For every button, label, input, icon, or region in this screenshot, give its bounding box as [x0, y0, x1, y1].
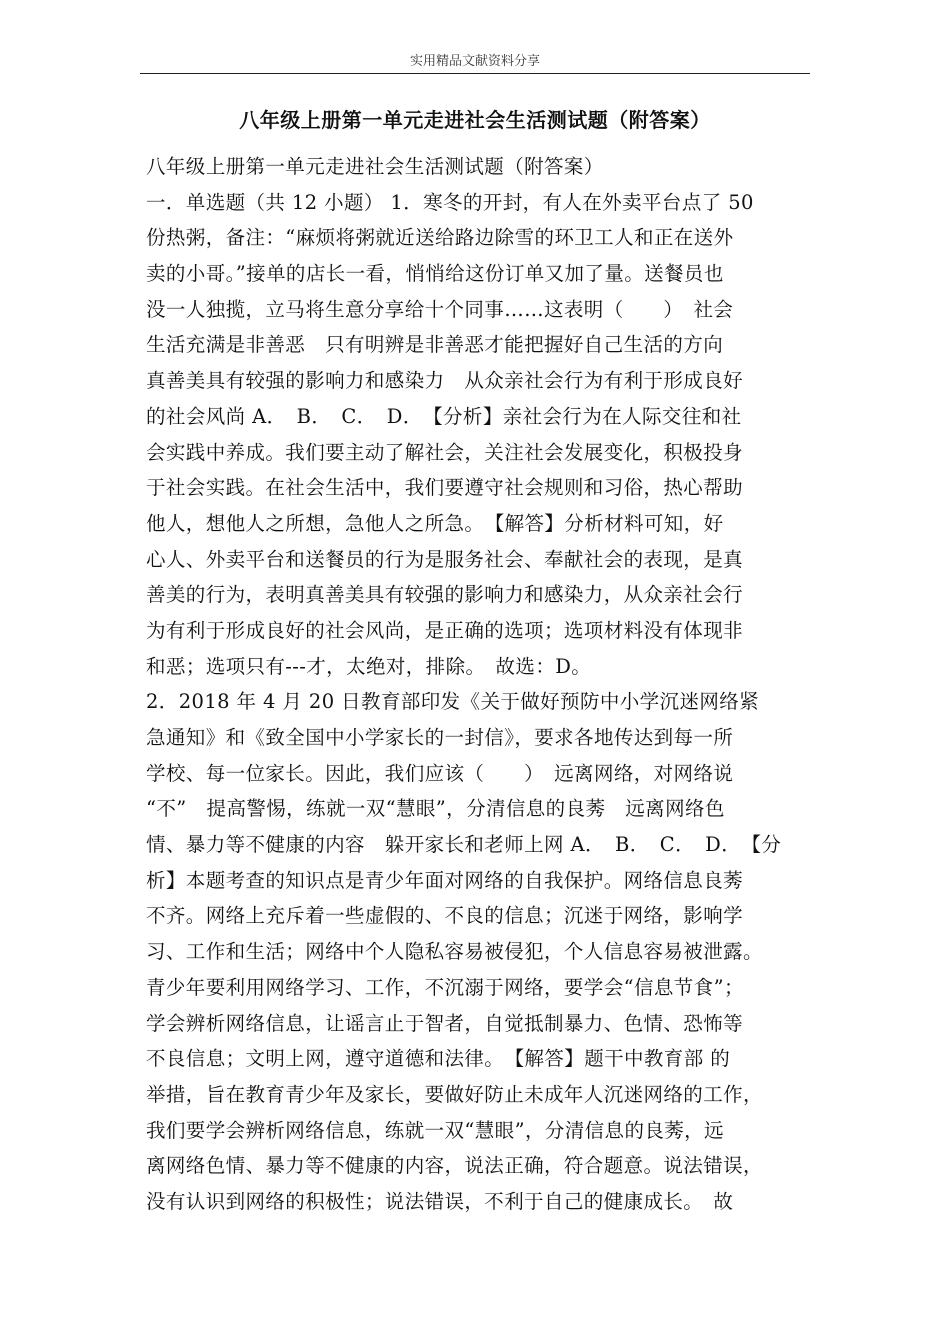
body-line: “不” 提高警惕，练就一双“慧眼”，分清信息的良莠 远离网络色	[146, 797, 725, 821]
body-line: 习、工作和生活；网络中个人隐私容易被侵犯，个人信息容易被泄露。	[146, 940, 763, 964]
body-line: 生活充满是非善恶 只有明辨是非善恶才能把握好自己生活的方向	[146, 333, 724, 357]
body-line: 2．2018 年 4 月 20 日教育部印发《关于做好预防中小学沉迷网络紧	[146, 690, 760, 714]
body-line: 青少年要利用网络学习、工作，不沉溺于网络，要学会“信息节食”；	[146, 975, 744, 999]
body-line: 不良信息；文明上网，遵守道德和法律。 【解答】题干中教育部 的	[146, 1047, 731, 1071]
body-line: 为有利于形成良好的社会风尚，是正确的选项；选项材料没有体现非	[146, 618, 744, 642]
body-line: 的社会风尚 A． B． C． D． 【分析】亲社会行为在人际交往和社	[146, 404, 742, 428]
document-body	[146, 149, 822, 1220]
body-line: 析】本题考查的知识点是青少年面对网络的自我保护。网络信息良莠	[146, 868, 744, 892]
body-line: 没一人独揽，立马将生意分享给十个同事……这表明（ ） 社会	[146, 297, 734, 321]
header-divider	[140, 73, 810, 74]
body-line: 学会辨析网络信息，让谣言止于智者，自觉抵制暴力、色情、恐怖等	[146, 1011, 744, 1035]
page-header: 实用精品文献资料分享	[409, 54, 540, 69]
body-line: 情、暴力等不健康的内容 躲开家长和老师上网 A． B． C． D． 【分	[146, 833, 782, 857]
body-line: 于社会实践。在社会生活中，我们要遵守社会规则和习俗，热心帮助	[146, 476, 744, 500]
body-line: 会实践中养成。我们要主动了解社会，关注社会发展变化，积极投身	[146, 440, 744, 464]
body-line: 真善美具有较强的影响力和感染力 从众亲社会行为有利于形成良好	[146, 369, 744, 393]
body-line: 急通知》和《致全国中小学家长的一封信》，要求各地传达到每一所	[146, 726, 734, 749]
body-line: 他人，想他人之所想，急他人之所急。 【解答】分析材料可知，好	[146, 511, 724, 535]
body-line: 份热粥，备注：“麻烦将粥就近送给路边除雪的环卫工人和正在送外	[146, 226, 734, 250]
body-line: 卖的小哥。”接单的店长一看，悄悄给这份订单又加了量。送餐员也	[146, 262, 724, 286]
body-line: 离网络色情、暴力等不健康的内容，说法正确，符合题意。说法错误，	[146, 1154, 763, 1178]
body-line: 没有认识到网络的积极性；说法错误，不利于自己的健康成长。 故	[146, 1189, 734, 1213]
body-line: 善美的行为，表明真善美具有较强的影响力和感染力，从众亲社会行	[146, 583, 744, 607]
body-line: 心人、外卖平台和送餐员的行为是服务社会、奉献社会的表现，是真	[146, 547, 744, 571]
body-line: 学校、每一位家长。因此，我们应该（ ） 远离网络，对网络说	[146, 761, 734, 785]
body-line: 八年级上册第一单元走进社会生活测试题（附答案）	[146, 155, 604, 178]
document-title: 八年级上册第一单元走进社会生活测试题（附答案）	[239, 108, 711, 132]
body-line: 和恶；选项只有---才，太绝对，排除。 故选：D。	[146, 654, 592, 678]
body-line: 举措，旨在教育青少年及家长，要做好防止未成年人沉迷网络的工作，	[146, 1082, 763, 1106]
body-line: 不齐。网络上充斥着一些虚假的、不良的信息；沉迷于网络，影响学	[146, 904, 744, 928]
body-line: 一．单选题（共 12 小题） 1．寒冬的开封，有人在外卖平台点了 50	[146, 190, 754, 214]
body-line: 我们要学会辨析网络信息，练就一双“慧眼”，分清信息的良莠，远	[146, 1118, 724, 1142]
